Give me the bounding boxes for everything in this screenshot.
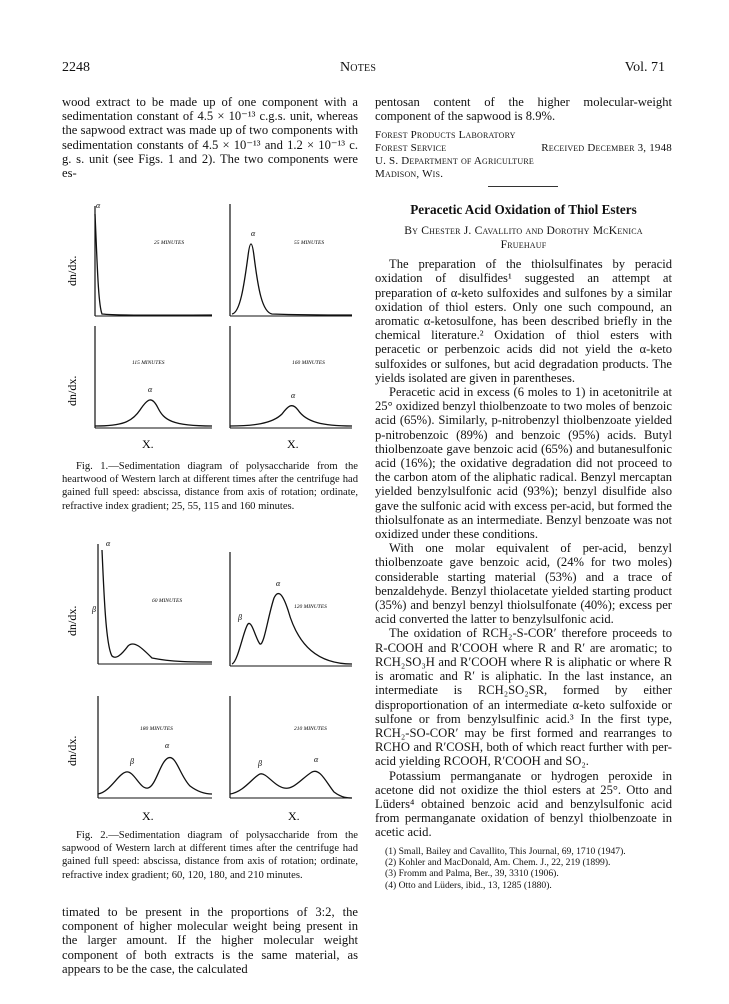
figure-label: 180 MINUTES xyxy=(140,726,173,732)
right-top-paragraph: pentosan content of the higher molecular-weight component of the sapwood is 8.9%. xyxy=(375,95,672,124)
figure-1-plot xyxy=(62,196,362,458)
article-paragraph-3: With one molar equivalent of per-acid, benzyl thiolbenzoate gave benzoic acid, (24% for two moles) considerable starting material (53%) and a trace of benzaldehyde. Benzyl thiolacetate yielded starting product (35%) and benzyl benzyl thiolsulfonate (40%); excess per acid converted the latter to benzylsulfonic acid. xyxy=(375,541,672,627)
article xyxy=(375,203,672,891)
right-column xyxy=(375,95,672,181)
figure-2-plot xyxy=(62,536,362,826)
figure-label: α xyxy=(276,579,281,588)
figure-label: dn/dx. xyxy=(65,735,79,766)
fig2-xlabel-right: X. xyxy=(288,809,300,823)
figure-label: β xyxy=(92,605,96,614)
affiliation-line-1: Forest Products Laboratory xyxy=(375,129,516,142)
affiliation xyxy=(375,129,672,180)
reference-2: (2) Kohler and MacDonald, Am. Chem. J., 22, 219 (1899). xyxy=(385,856,611,868)
section-divider xyxy=(488,186,558,187)
figure-label: α xyxy=(148,385,153,394)
received-date: Received December 3, 1948 xyxy=(541,142,672,155)
running-head: Notes xyxy=(340,60,377,75)
article-byline: By Chester J. Cavallito and Dorothy McKenica xyxy=(404,224,643,238)
figure-label: 120 MINUTES xyxy=(294,604,327,610)
reference-1: (1) Small, Bailey and Cavallito, This Journal, 69, 1710 (1947). xyxy=(385,845,626,857)
figure-label: dn/dx. xyxy=(65,605,79,636)
fig1-ylabel-top: dn/dx. xyxy=(65,255,79,286)
fig2-panel-180 xyxy=(98,696,212,798)
article-title: Peracetic Acid Oxidation of Thiol Esters xyxy=(410,202,637,217)
figure-label: 55 MINUTES xyxy=(294,240,325,246)
figure-label: α xyxy=(291,391,296,400)
figure-2-caption: Fig. 2.—Sedimentation diagram of polysaccharide from the sapwood of Western larch at different times after the centrifuge had gained full speed: abscissa, distance from axis of rotation; ordinate, refractive index gradient; 60, 120, 180, and 210 minutes. xyxy=(62,830,358,881)
affiliation-line-4: Madison, Wis. xyxy=(375,167,444,180)
fig1-panel-25 xyxy=(95,201,212,316)
left-bottom-paragraph: timated to be present in the proportions of 3:2, the component of higher molecular weight being present in the larger amount. If the higher molecular weight component of both extracts is the same material, as appears to be the case, the calculated xyxy=(62,905,358,976)
left-top-paragraph: wood extract to be made up of one component with a sedimentation constant of 4.5 × 10⁻¹³ c.g.s. unit, whereas the sapwood extract was made up of two components with sedimentation constants of 4.5 × 10⁻¹³ and 1.2 × 10⁻¹³ c. g. s. unit (see Figs. 1 and 2). The two components were es- xyxy=(62,95,358,181)
figure-1-caption: Fig. 1.—Sedimentation diagram of polysaccharide from the heartwood of Western larch at different times after the centrifuge had gained full speed: abscissa, distance from axis of rotation; ordinate, refractive index gradient; 25, 55, 115 and 160 minutes. xyxy=(62,461,358,512)
affiliation-line-3: U. S. Department of Agriculture xyxy=(375,155,534,167)
fig1-panel-160 xyxy=(230,326,352,428)
figure-label: α xyxy=(96,201,101,210)
page-number: 2248 xyxy=(62,60,90,75)
figure-label: 60 MINUTES xyxy=(152,598,183,604)
fig2-xlabel-left: X. xyxy=(142,809,154,823)
article-paragraph-1: The preparation of the thiolsulfinates by peracid oxidation of disulfides¹ suggested an attempt at preparation of α-keto sulfoxides and sulfones by a similar oxidation of thiol esters. Only one such compound, an aromatic α-ketosulfone, has been described briefly in the chemical literature.² Oxidation of thiol esters with peracetic or perbenzoic acids did not yield the α-keto sulfoxides or sulfones, but acid degradation products. The yields isolated are given in parentheses. xyxy=(375,257,672,385)
figure-label: 25 MINUTES xyxy=(154,240,185,246)
figure-2 xyxy=(62,536,362,826)
article-paragraph-2: Peracetic acid in excess (6 moles to 1) in acetonitrile at 25° oxidized benzyl thiolbenzoate to two moles of benzoic acid (65%). Similarly, p-nitrobenzyl thiolbenzoate yielded p-nitrobenzoic (89%) and benzoic (95%) acids. Butyl thiolbenzoate gave benzoic acid (65%) and butanesulfonic acid (16%); the oxidative degradation did not proceed to the carbon atom of the aliphatic radical. Benzyl mercaptan yielded benzylsulfonic acid (93%); benzyl disulfide also gave the sulfonic acid with excess per-acid, but formed the thiolsulfonate as an intermediate. Benzyl benzoate was not oxidized under these conditions. xyxy=(375,385,672,542)
references xyxy=(375,846,672,892)
article-paragraph-4: The oxidation of RCH₂-S-COR′ therefore proceeds to R-COOH and R′COOH where R and R′ are aromatic; to RCH₂SO₃H and R′COOH where R is aliphatic or where R is aromatic and R′ is aliphatic. In the last instance, an intermediate is RCH₂SO₂SR, formed by either disproportionation of an intermediate α-keto sulfoxide or sulfone or from benzylsulfinic acid.³ In the first type, RCH₂-SO-COR′ may be first formed and rearranges to RCHO and R′COSH, both of which react further with per-acid yielding RCOOH, R′COOH and SO₂. xyxy=(375,626,672,769)
figure-label: α xyxy=(251,229,256,238)
fig2-panel-210 xyxy=(230,696,352,798)
reference-3: (3) Fromm and Palma, Ber., 39, 3310 (1906). xyxy=(385,868,559,880)
figure-label: β xyxy=(130,757,134,766)
figure-label: α xyxy=(106,539,111,548)
figure-label: 210 MINUTES xyxy=(294,726,327,732)
fig1-ylabel-bottom: dn/dx. xyxy=(65,375,79,406)
fig1-xlabel-right: X. xyxy=(287,437,299,451)
figure-1 xyxy=(62,196,362,458)
article-byline-cont: Fruehauf xyxy=(500,237,547,251)
fig1-panel-55 xyxy=(230,204,352,316)
article-paragraph-5: Potassium permanganate or hydrogen peroxide in acetone did not oxidize the thiol esters at 25°. Otto and Lüders⁴ obtained benzoic acid and benzylsulfonic acid from permanganate oxidation of benzyl thiolbenzoate in acetic acid. xyxy=(375,768,672,840)
reference-4: (4) Otto and Lüders, ibid., 13, 1285 (1880). xyxy=(385,879,552,891)
figure-label: α xyxy=(165,741,170,750)
left-column-top xyxy=(62,95,358,180)
volume-number: Vol. 71 xyxy=(624,60,665,75)
fig1-xlabel-left: X. xyxy=(142,437,154,451)
figure-label: β xyxy=(238,613,242,622)
figure-label: β xyxy=(258,759,262,768)
fig2-panel-120 xyxy=(230,552,352,666)
figure-label: α xyxy=(314,755,319,764)
affiliation-line-2: Forest Service xyxy=(375,142,447,155)
left-column-bottom xyxy=(62,905,358,976)
fig2-panel-60 xyxy=(91,539,212,664)
fig1-panel-115 xyxy=(95,326,212,428)
figure-label: 160 MINUTES xyxy=(292,360,325,366)
figure-label: 115 MINUTES xyxy=(132,360,165,366)
